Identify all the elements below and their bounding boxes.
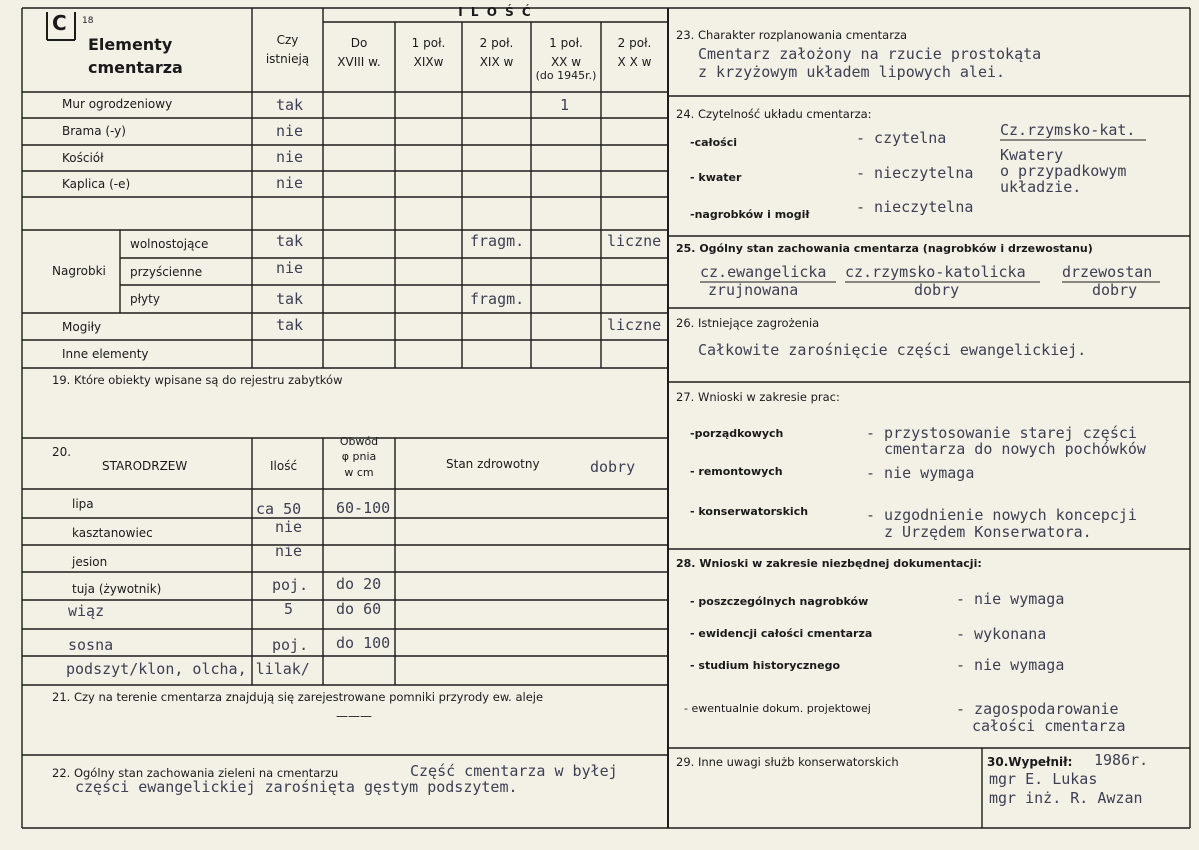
- tree-row-3-qty: poj.: [272, 576, 309, 594]
- q25-col2-state: dobry: [1092, 281, 1138, 299]
- tree-row-4-qty: 5: [284, 600, 294, 618]
- q27-row0-value-2: cmentarza do nowych pochówków: [884, 440, 1146, 458]
- row-value-chapel-exists: nie: [276, 174, 304, 192]
- elements-title-line2: cmentarza: [88, 58, 183, 77]
- q22-value-line1: Część cmentarza w byłej: [410, 762, 618, 780]
- period-header-2b: XIXw: [413, 55, 444, 69]
- period-header-4a: 1 poł.: [549, 36, 583, 50]
- tree-undergrowth: podszyt/klon, olcha, lilak/: [66, 660, 310, 678]
- q26-value: Całkowite zarośnięcie części ewangelickiej.: [698, 341, 1087, 359]
- tree-row-2-qty: nie: [275, 542, 303, 560]
- q24-label: 24. Czytelność układu cmentarza:: [676, 107, 872, 121]
- row-value-mounds-q5: liczne: [607, 316, 662, 334]
- trees-health-value: dobry: [590, 458, 636, 476]
- graves-slabs-q3: fragm.: [470, 290, 525, 308]
- q27-row0-value-1: - przystosowanie starej części: [866, 424, 1137, 442]
- row-label-wall: Mur ogrodzeniowy: [62, 97, 173, 111]
- q24-note-line1: Cz.rzymsko-kat.: [1000, 121, 1136, 139]
- q24-note-line3: o przypadkowym: [1000, 162, 1127, 180]
- q24-note-line4: układzie.: [1000, 178, 1082, 196]
- trees-circ-header-2: φ pnia: [341, 450, 377, 463]
- tree-row-4-name: wiąz: [68, 602, 105, 620]
- exists-header-line2: istnieją: [265, 52, 310, 66]
- q25-label: 25. Ogólny stan zachowania cmentarza (nagrobków i drzewostanu): [676, 242, 1093, 255]
- q28-row2-value: - nie wymaga: [956, 656, 1065, 674]
- graves-wall-exists: nie: [276, 259, 304, 277]
- q24-row0-label: -całości: [690, 136, 737, 149]
- q28-row2-label: - studium historycznego: [690, 659, 841, 672]
- q22-value-line2: części ewangelickiej zarośnięta gęstym podszytem.: [75, 778, 518, 796]
- tree-row-3-name: tuja (żywotnik): [72, 582, 162, 596]
- tree-row-4-circ: do 60: [336, 600, 382, 618]
- row-value-gate-exists: nie: [276, 122, 304, 140]
- exists-header-line1: Czy: [276, 33, 299, 47]
- q25-col2-name: drzewostan: [1062, 263, 1153, 281]
- q25-col1-state: dobry: [914, 281, 960, 299]
- q30-year: 1986r.: [1094, 751, 1149, 769]
- q28-row0-label: - poszczególnych nagrobków: [690, 595, 869, 608]
- trees-num: 20.: [52, 445, 72, 459]
- period-header-1a: Do: [350, 36, 368, 50]
- q29-label: 29. Inne uwagi służb konserwatorskich: [676, 755, 899, 769]
- graves-row-label-slabs: płyty: [130, 292, 160, 306]
- q25-col1-name: cz.rzymsko-katolicka: [845, 263, 1026, 281]
- q30-name-1: mgr E. Lukas: [989, 770, 1098, 788]
- q28-row1-value: - wykonana: [956, 625, 1047, 643]
- q27-row0-label: -porządkowych: [690, 427, 784, 440]
- q28-label: 28. Wnioski w zakresie niezbędnej dokumentacji:: [676, 557, 982, 570]
- q22-label: 22. Ogólny stan zachowania zieleni na cmentarzu: [52, 766, 339, 780]
- q24-row0-value: - czytelna: [856, 129, 947, 147]
- q24-row1-label: - kwater: [690, 171, 742, 184]
- row-label-mounds: Mogiły: [62, 320, 102, 334]
- period-header-1b: XVIII w.: [337, 55, 381, 69]
- q27-row1-label: - remontowych: [690, 465, 783, 478]
- graves-freestanding-q5: liczne: [607, 232, 662, 250]
- q21-answer: ———: [336, 709, 372, 723]
- tree-row-5-name: sosna: [68, 636, 114, 654]
- graves-slabs-exists: tak: [276, 290, 304, 308]
- q27-row2-value-1: - uzgodnienie nowych koncepcji: [866, 506, 1137, 524]
- q23-value-line2: z krzyżowym układem lipowych alei.: [698, 63, 1006, 81]
- q30-name-2: mgr inż. R. Awzan: [989, 789, 1143, 807]
- graves-freestanding-exists: tak: [276, 232, 304, 250]
- q25-col0-name: cz.ewangelicka: [700, 263, 827, 281]
- row-label-gate: Brama (-y): [62, 124, 126, 138]
- q30-label: 30.Wypełnił:: [987, 755, 1073, 769]
- row-value-wall-q4: 1: [560, 96, 570, 114]
- row-value-wall-exists: tak: [276, 96, 304, 114]
- q23-value-line1: Cmentarz założony na rzucie prostokąta: [698, 45, 1042, 63]
- trees-circ-header-3: w cm: [344, 466, 374, 479]
- period-header-5a: 2 poł.: [617, 36, 652, 50]
- q27-row1-value-1: - nie wymaga: [866, 464, 975, 482]
- tree-row-5-circ: do 100: [336, 634, 391, 652]
- q27-label: 27. Wnioski w zakresie prac:: [676, 390, 840, 404]
- period-header-4b: XX w: [550, 55, 582, 69]
- card-code: C: [52, 11, 67, 35]
- period-header-4c: (do 1945r.): [535, 69, 597, 82]
- row-label-chapel: Kaplica (-e): [62, 177, 131, 191]
- period-header-3a: 2 poł.: [479, 36, 514, 50]
- period-header-5b: X X w: [617, 55, 652, 69]
- trees-health-header: Stan zdrowotny: [446, 457, 540, 471]
- q24-row2-label: -nagrobków i mogił: [690, 208, 810, 221]
- q24-note-line2: Kwatery: [1000, 146, 1064, 164]
- tree-row-2-name: jesion: [72, 555, 108, 569]
- q28-row3-value-2: całości cmentarza: [972, 717, 1126, 735]
- period-header-2a: 1 poł.: [411, 36, 446, 50]
- tree-row-3-circ: do 20: [336, 575, 382, 593]
- row-label-other: Inne elementy: [62, 347, 149, 361]
- graves-freestanding-q3: fragm.: [470, 232, 525, 250]
- q21-label: 21. Czy na terenie cmentarza znajdują się zarejestrowane pomniki przyrody ew. aleje: [52, 690, 544, 704]
- period-header-3b: XIX w: [479, 55, 514, 69]
- trees-circ-header-1: Obwód: [339, 435, 379, 448]
- q24-row1-value: - nieczytelna: [856, 164, 974, 182]
- graves-row-label-freestanding: wolnostojące: [130, 237, 209, 251]
- quantity-header: I L O Ś Ć: [458, 5, 533, 19]
- q28-row1-label: - ewidencji całości cmentarza: [690, 627, 873, 640]
- q28-row3-label: - ewentualnie dokum. projektowej: [684, 702, 871, 715]
- sheet-number: 18: [82, 16, 94, 26]
- row-value-church-exists: nie: [276, 148, 304, 166]
- elements-title-line1: Elementy: [88, 35, 173, 54]
- tree-row-1-name: kasztanowiec: [72, 526, 153, 540]
- q24-row2-value: - nieczytelna: [856, 198, 974, 216]
- q19-label: 19. Które obiekty wpisane są do rejestru zabytków: [52, 373, 343, 387]
- q27-row2-label: - konserwatorskich: [690, 505, 809, 518]
- q23-label: 23. Charakter rozplanowania cmentarza: [676, 28, 908, 42]
- tree-row-1-qty: nie: [275, 518, 303, 536]
- row-label-church: Kościół: [62, 151, 104, 165]
- tree-row-0-name: lipa: [72, 497, 94, 511]
- graves-label: Nagrobki: [52, 264, 106, 278]
- graves-row-label-wall: przyścienne: [130, 265, 203, 279]
- q25-col0-state: zrujnowana: [708, 281, 799, 299]
- q27-row2-value-2: z Urzędem Konserwatora.: [884, 523, 1092, 541]
- tree-row-0-qty: ca 50: [256, 500, 302, 518]
- trees-qty-header: Ilość: [270, 459, 298, 473]
- row-value-mounds-exists: tak: [276, 316, 304, 334]
- tree-row-5-qty: poj.: [272, 636, 309, 654]
- tree-row-0-circ: 60-100: [336, 499, 391, 517]
- q28-row0-value: - nie wymaga: [956, 590, 1065, 608]
- trees-title: STARODRZEW: [102, 459, 188, 473]
- q28-row3-value-1: - zagospodarowanie: [956, 700, 1119, 718]
- q26-label: 26. Istniejące zagrożenia: [676, 316, 820, 330]
